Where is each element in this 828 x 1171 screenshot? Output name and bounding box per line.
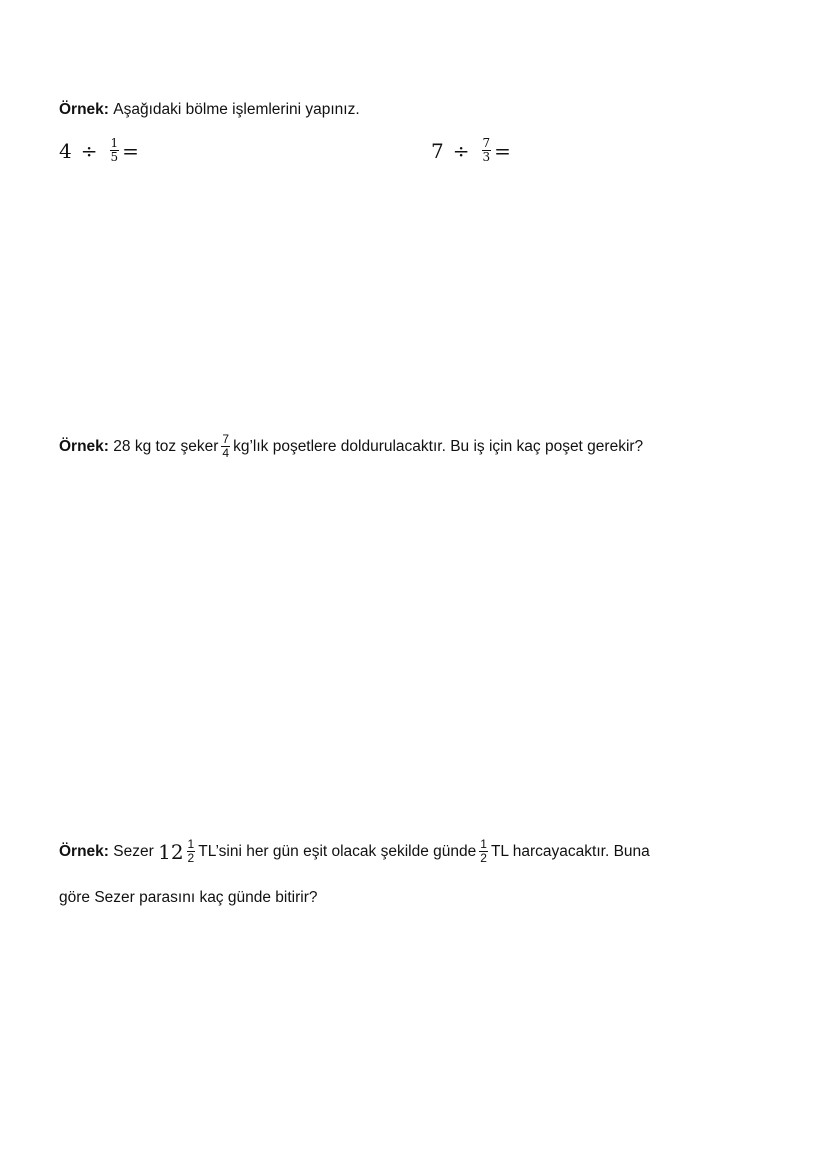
question-text: kg’lık poşetlere doldurulacaktır. Bu iş için kaç poşet gerekir? bbox=[233, 437, 644, 455]
denominator: 2 bbox=[480, 851, 487, 865]
fraction bbox=[221, 433, 230, 460]
example-label: Örnek: bbox=[59, 842, 109, 860]
fraction bbox=[187, 838, 196, 865]
question-text: Sezer bbox=[113, 842, 154, 860]
denominator: 4 bbox=[222, 446, 230, 460]
denominator: 3 bbox=[482, 150, 491, 164]
operand: 7 bbox=[431, 138, 444, 163]
example-label: Örnek: bbox=[59, 101, 109, 118]
question-text: Aşağıdaki bölme işlemlerini yapınız. bbox=[113, 101, 360, 118]
divide-sign: ÷ bbox=[452, 138, 470, 163]
question-text: TL’sini her gün eşit olacak şekilde günde bbox=[198, 842, 477, 860]
numerator: 1 bbox=[187, 837, 195, 851]
equals-sign: = bbox=[494, 138, 511, 163]
question-3 bbox=[59, 838, 650, 865]
divide-sign: ÷ bbox=[80, 138, 98, 163]
question-2 bbox=[59, 433, 643, 460]
expression-b bbox=[431, 137, 511, 164]
operand: 4 bbox=[59, 138, 72, 163]
question-text: göre Sezer parasını kaç günde bitirir? bbox=[59, 889, 318, 906]
expression-a bbox=[59, 137, 139, 164]
fraction bbox=[482, 137, 492, 164]
question-text: TL harcayacaktır. Buna bbox=[490, 842, 650, 860]
fraction bbox=[479, 838, 488, 865]
mixed-whole: 12 bbox=[158, 839, 184, 864]
numerator: 1 bbox=[480, 837, 487, 851]
denominator: 5 bbox=[110, 150, 119, 164]
numerator: 7 bbox=[482, 136, 491, 150]
example-label: Örnek: bbox=[59, 437, 109, 455]
denominator: 2 bbox=[187, 851, 195, 865]
question-text: 28 kg toz şeker bbox=[113, 437, 219, 455]
fraction bbox=[110, 137, 120, 164]
question-3-line-2 bbox=[59, 889, 317, 907]
numerator: 7 bbox=[222, 432, 230, 446]
question-1-prompt bbox=[59, 101, 360, 119]
equals-sign: = bbox=[122, 138, 139, 163]
numerator: 1 bbox=[110, 136, 119, 150]
